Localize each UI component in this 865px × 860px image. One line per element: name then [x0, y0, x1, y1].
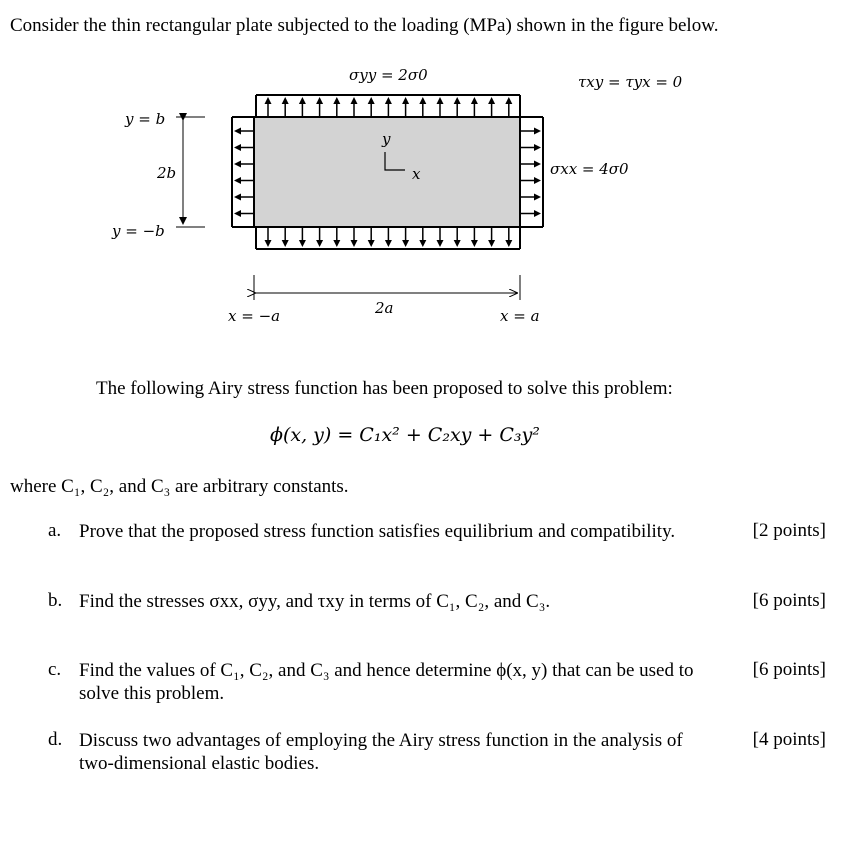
question-points: [6 points] [752, 659, 826, 680]
load-arrow-head [351, 97, 358, 104]
airy-equation: ϕ(x, y) = C₁x² + C₂xy + C₃y² [270, 424, 540, 446]
load-arrow-head [265, 240, 272, 247]
load-arrow-head [265, 97, 272, 104]
load-arrow-head [437, 97, 444, 104]
question-text: Discuss two advantages of employing the Airy stress function in the analysis of two-dimensional elastic bodies. [79, 730, 683, 774]
where-text: where C₁, C₂, and C₃ are arbitrary constants. [10, 476, 349, 497]
load-arrow-head [385, 240, 392, 247]
question-letter: a. [48, 520, 62, 541]
load-arrow-head [437, 240, 444, 247]
load-arrow-head [299, 240, 306, 247]
load-arrow-head [419, 240, 426, 247]
y-bottom-label: y = −b [112, 222, 165, 240]
intro-text: Consider the thin rectangular plate subjected to the loading (MPa) shown in the figure below. [10, 15, 719, 36]
load-arrow-head [534, 210, 541, 217]
plate-figure [0, 0, 865, 360]
load-arrow-head [454, 240, 461, 247]
top-load-arrows [256, 95, 520, 117]
question-letter: d. [48, 729, 63, 750]
load-arrow-head [471, 240, 478, 247]
load-arrow-head [402, 97, 409, 104]
load-arrow-head [402, 240, 409, 247]
height-label: 2b [157, 164, 177, 182]
question-c [48, 659, 828, 709]
width-label: 2a [375, 299, 394, 317]
load-arrow-head [505, 97, 512, 104]
load-arrow-head [534, 194, 541, 201]
load-arrow-head [534, 177, 541, 184]
load-arrow-head [534, 161, 541, 168]
axis-x-label: x [412, 165, 421, 183]
load-arrow-head [368, 240, 375, 247]
load-arrow-head [419, 97, 426, 104]
load-arrow-head [282, 97, 289, 104]
load-arrow-head [316, 97, 323, 104]
question-text: Find the values of C₁, C₂, and C₃ and hence determine ϕ(x, y) that can be used to solve this problem. [79, 660, 694, 704]
axis-y-label: y [382, 130, 391, 148]
load-arrow-head [234, 210, 241, 217]
load-arrow-head [351, 240, 358, 247]
question-letter: c. [48, 659, 62, 680]
load-arrow-head [471, 97, 478, 104]
load-arrow-head [333, 240, 340, 247]
sigma-yy-label: σyy = 2σ0 [349, 66, 428, 84]
airy-intro-text: The following Airy stress function has been proposed to solve this problem: [96, 378, 673, 399]
load-arrow-head [234, 177, 241, 184]
load-arrow-head [534, 144, 541, 151]
load-arrow-head [385, 97, 392, 104]
load-arrow-head [505, 240, 512, 247]
load-arrow-head [333, 97, 340, 104]
load-arrow-head [454, 97, 461, 104]
question-points: [6 points] [752, 590, 826, 611]
load-arrow-head [234, 161, 241, 168]
load-arrow-head [368, 97, 375, 104]
load-arrow-head [534, 128, 541, 135]
load-arrow-head [488, 240, 495, 247]
question-text: Prove that the proposed stress function satisfies equilibrium and compatibility. [79, 521, 676, 542]
load-arrow-head [234, 194, 241, 201]
x-right-label: x = a [500, 307, 540, 325]
left-load-arrows [232, 117, 254, 227]
question-points: [4 points] [752, 729, 826, 750]
x-left-label: x = −a [228, 307, 281, 325]
load-arrow-head [488, 97, 495, 104]
question-letter: b. [48, 590, 63, 611]
y-top-label: y = b [125, 110, 166, 128]
load-arrow-head [282, 240, 289, 247]
bottom-load-arrows [256, 227, 520, 249]
load-arrow-head [234, 128, 241, 135]
load-arrow-head [299, 97, 306, 104]
load-arrow-head [234, 144, 241, 151]
question-text: Find the stresses σxx, σyy, and τxy in terms of C₁, C₂, and C₃. [79, 591, 551, 612]
right-load-arrows [520, 117, 543, 227]
question-a [48, 520, 828, 545]
question-points: [2 points] [752, 520, 826, 541]
question-b [48, 590, 828, 615]
sigma-xx-label: σxx = 4σ0 [550, 160, 629, 178]
tau-label: τxy = τyx = 0 [578, 73, 683, 91]
question-d [48, 729, 828, 779]
load-arrow-head [316, 240, 323, 247]
